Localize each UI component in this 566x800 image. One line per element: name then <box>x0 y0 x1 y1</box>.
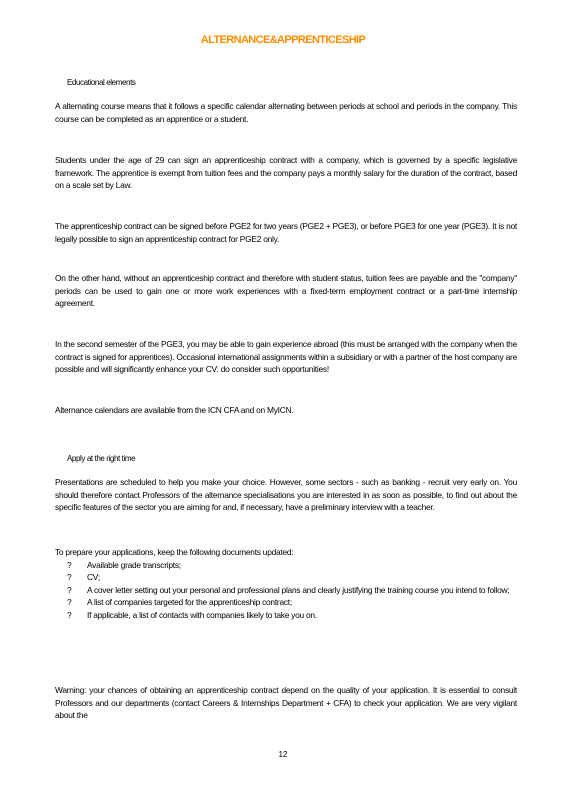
page-number: 12 <box>278 750 288 759</box>
paragraph-apprenticeship-contract: Students under the age of 29 can sign an apprenticeship contract with a company, which is governed by a specific legislative framework. The apprentice is exempt from tuition fees and the company pays a monthly salary for the duration of the contract, based on a scale set by Law. <box>55 155 517 191</box>
list-item <box>55 584 517 597</box>
list-item-text: A cover letter setting out your personal and professional plans and clearly justifying the training course you intend to follow; <box>87 584 510 595</box>
bullet-icon: ? <box>67 584 72 595</box>
section-heading-apply: Apply at the right time <box>67 454 136 463</box>
paragraph-experience-abroad: In the second semester of the PGE3, you may be able to gain experience abroad (this must be arranged with the company when the contract is signed for apprentices). Occasional international assignments within a subsidiary or with a partner of the host company are possible and will significantly enhance your CV: do consider such opportunities! <box>55 339 517 375</box>
list-intro: To prepare your applications, keep the following documents updated: <box>55 547 294 557</box>
bullet-icon: ? <box>67 572 72 583</box>
list-item-text: A list of companies targeted for the apprenticeship contract; <box>87 597 292 608</box>
paragraph-presentations: Presentations are scheduled to help you make your choice. However, some sectors - such as banking - recruit very early on. You should therefore contact Professors of the alternance specialisations you are interested in as soon as possible, to find out about the specific features of the sector you are aiming for and, if necessary, have a preliminary interview with a teacher. <box>55 477 517 513</box>
paragraph-warning: Warning: your chances of obtaining an apprenticeship contract depend on the quality of your application. It is essential to consult Professors and our departments (contact Careers & Internships Department + CFA) to check your application. We are very vigilant about the <box>55 685 517 721</box>
documents-list <box>55 546 517 622</box>
list-item-text: If applicable, a list of contacts with companies likely to take you on. <box>87 609 317 620</box>
list-item <box>55 596 517 609</box>
list-item <box>55 609 517 622</box>
paragraph-student-status: On the other hand, without an apprenticeship contract and therefore with student status, tuition fees are payable and the "company" periods can be used to gain one or more work experiences with a fixed-term employment contract or a part-time internship agreement. <box>55 273 517 309</box>
bullet-icon: ? <box>67 559 72 570</box>
section-heading-educational: Educational elements <box>67 78 136 87</box>
list-item <box>55 559 517 572</box>
paragraph-calendars: Alternance calendars are available from the ICN CFA and on MyICN. <box>55 405 294 415</box>
bullet-icon: ? <box>67 609 72 620</box>
page-title: ALTERNANCE&APPRENTICESHIP <box>200 34 366 46</box>
list-item <box>55 571 517 584</box>
paragraph-alternating-course: A alternating course means that it follows a specific calendar alternating between periods at school and periods in the company. This course can be completed as an apprentice or a student. <box>55 101 517 124</box>
list-item-text: Available grade transcripts; <box>87 559 181 570</box>
paragraph-contract-duration: The apprenticeship contract can be signed before PGE2 for two years (PGE2 + PGE3), or before PGE3 for one year (PGE3). It is not legally possible to sign an apprenticeship contract for PGE2 only. <box>55 221 517 244</box>
bullet-icon: ? <box>67 597 72 608</box>
list-item-text: CV; <box>87 572 100 583</box>
